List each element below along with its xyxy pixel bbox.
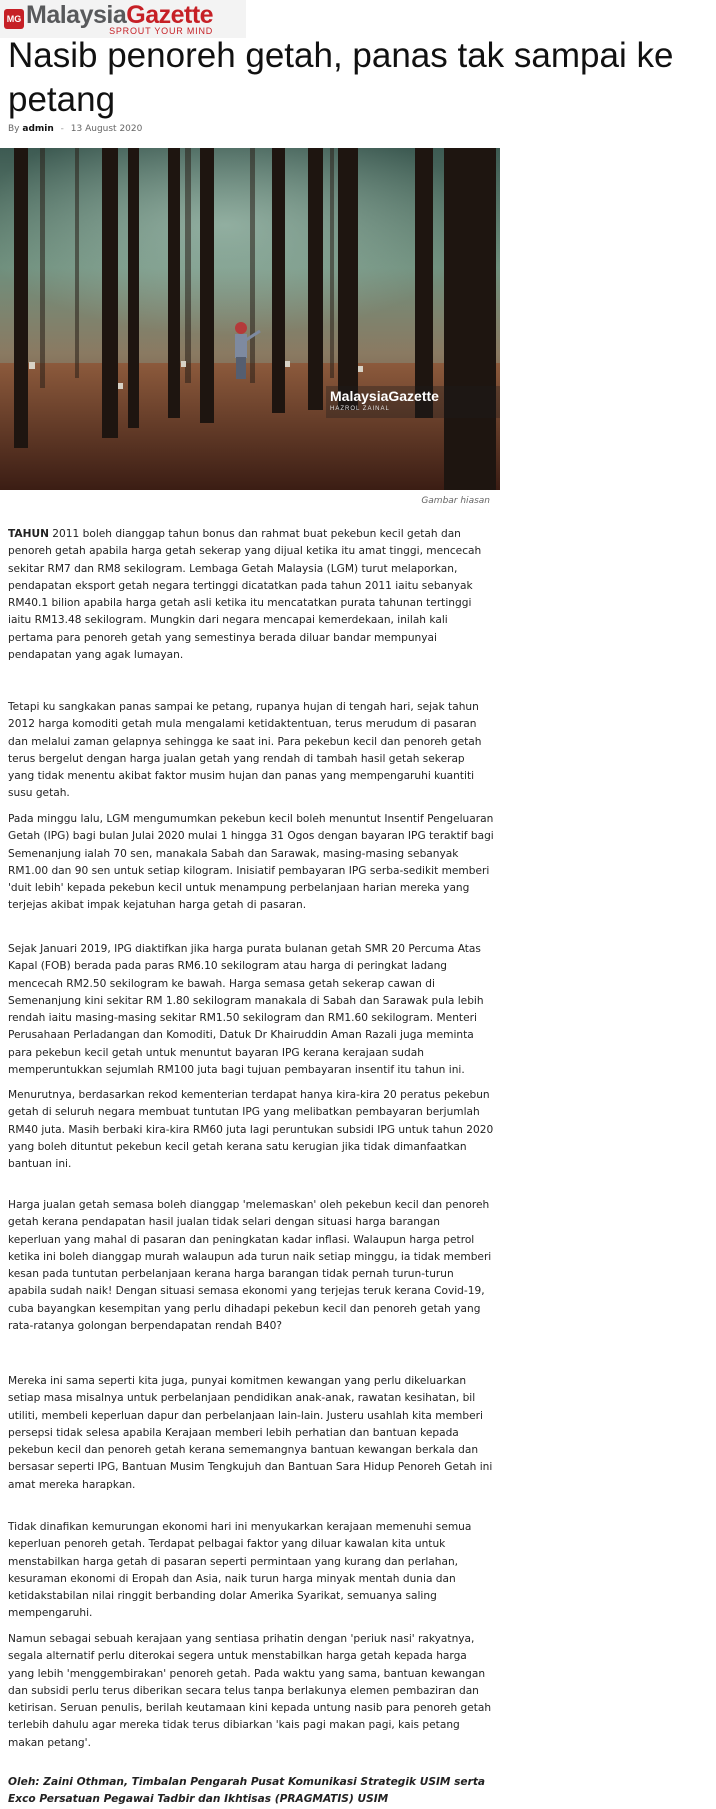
logo-wordmark [26, 0, 214, 36]
hero-image [0, 148, 500, 490]
paragraph-8: Tidak dinafikan kemurungan ekonomi hari ini menyukarkan kerajaan memenuhi semua keperluan penoreh getah. Terdapat pelbagai faktor yang diluar kawalan kita untuk menstabilkan harga getah di pasaran seperti permintaan yang kurang dan perlahan, kesuraman ekonomi di Eropah dan Asia, naik turun harga minyak mentah dunia dan ketidakstabilan nilai ringgit berbanding dolar Amerika Syarikat, semuanya saling mempengaruhi. [8, 1521, 472, 1620]
logo-tagline: SPROUT YOUR MIND [109, 25, 214, 36]
author-link[interactable]: admin [22, 124, 54, 134]
logo-name-gazette: Gazette [126, 0, 214, 29]
paragraph-4: Sejak Januari 2019, IPG diaktifkan jika harga purata bulanan getah SMR 20 Percuma Atas Kapal (FOB) berada pada paras RM6.10 sekilogram atau harga di peringkat ladang mencecah RM2.50 sekilogram ke bawah. Harga semasa getah sekerap cawan di Semenanjung kini sekitar RM 1.80 sekilogram manakala di Sabah dan Sarawak pula lebih rendah iaitu masing-masing sekitar RM1.50 sekilogram dan RM1.60 sekilogram. Menteri Perusahaan Perladangan dan Komoditi, Datuk Dr Khairuddin Aman Razali juga meminta para pekebun kecil getah untuk menuntut bayaran IPG kerana kerajaan sudah memperuntukkan sejumlah RM100 juta bagi tujuan pembayaran insentif itu tahun ini. [8, 943, 484, 1077]
image-credit: HAZROL ZAINAL [330, 406, 390, 412]
article-body [8, 526, 494, 1809]
paragraph-1 [8, 526, 494, 699]
paragraph-3: Pada minggu lalu, LGM mengumumkan pekebun kecil boleh menuntut Insentif Pengeluaran Getah (IPG) bagi bulan Julai 2020 mulai 1 hingga 31 Ogos dengan bayaran IPG teraktif bagi Semenanjung ialah 70 sen, manakala Sabah dan Sarawak, masing-masing sebanyak RM1.00 dan 90 sen untuk setiap kilogram. Inisiatif pembayaran IPG serba-sedikit memberi 'duit lebih' kepada pekebun kecil untuk menampung perbelanjaan harian mereka yang terjejas akibat impak kejatuhan harga getah di pasaran. [8, 813, 494, 912]
logo-name-malaysia: Malaysia [26, 0, 127, 29]
logo-name [26, 0, 214, 29]
paragraph-7: Mereka ini sama seperti kita juga, punyai komitmen kewangan yang perlu dikeluarkan setiap masa misalnya untuk perbelanjaan pendidikan anak-anak, rawatan kesihatan, bil utiliti, membeli keperluan dapur dan perbelanjaan lain-lain. Justeru usahlah kita memberi persepsi tidak selesa apabila Kerajaan memberi lebih perhatian dan bantuan kepada pekebun kecil dan penoreh getah kerana sememangnya bantuan kewangan berkala dan bersasar seperti IPG, Bantuan Musim Tengkujuh dan Bantuan Sara Hidup Penoreh Getah ini amat mereka harapkan. [8, 1375, 493, 1491]
rubber-plantation-photo [0, 148, 500, 490]
article-date: 13 August 2020 [70, 124, 143, 134]
by-label: By [8, 124, 20, 134]
article-meta [8, 124, 142, 134]
paragraph-2: Tetapi ku sangkakan panas sampai ke petang, rupanya hujan di tengah hari, sejak tahun 2012 harga komoditi getah mula mengalami ketidaktentuan, terus merudum di pasaran dan melalui zaman gelapnya sehingga ke saat ini. Para pekebun kecil dan penoreh getah terus bergelut dengan harga jualan getah yang rendah di tambah hasil getah sekerap yang tidak menentu akibat faktor musim hujan dan panas yang mempengaruhi kuantiti susu getah. [8, 701, 482, 800]
paragraph-5: Menurutnya, berdasarkan rekod kementerian terdapat hanya kira-kira 20 peratus pekebun getah di seluruh negara membuat tuntutan IPG yang melibatkan pembayaran berjumlah RM40 juta. Masih berbaki kira-kira RM60 juta lagi peruntukan subsidi IPG untuk tahun 2020 yang boleh dituntut pekebun kecil getah kerana satu kerugian jika tidak dimanfaatkan bantuan ini. [8, 1089, 494, 1171]
site-logo[interactable] [0, 0, 246, 38]
paragraph-1-text: 2011 boleh dianggap tahun bonus dan rahmat buat pekebun kecil getah dan penoreh getah apabila harga getah sekerap yang dijual ketika itu amat tinggi, mencecah sekitar RM7 dan RM8 sekilogram. Lembaga Getah Malaysia (LGM) turut melaporkan, pendapatan eksport getah negara tertinggi dicatatkan pada tahun 2011 iaitu sebanyak RM40.1 bilion apabila harga getah asli ketika itu mencatatkan purata tahunan tertinggi iaitu RM13.48 sekilogram. Mungkin dari negara mencapai kemerdekaan, inilah kali pertama para penoreh getah yang semestinya berada diluar bandar mempunyai pendapatan yang agak lumayan. [8, 528, 482, 662]
article-title: Nasib penoreh getah, panas tak sampai ke petang [8, 36, 674, 119]
lead-word: TAHUN [8, 528, 49, 540]
image-caption: Gambar hiasan [421, 496, 490, 506]
paragraph-9: Namun sebagai sebuah kerajaan yang sentiasa prihatin dengan 'periuk nasi' rakyatnya, segala alternatif perlu diterokai segera untuk menstabilkan harga getah kepada harga yang lebih 'menggembirakan' penoreh getah. Pada waktu yang sama, bantuan kewangan dan subsidi perlu terus diberikan secara telus tanpa berlakunya elemen pembaziran dan ketirisan. Seruan penulis, berilah keutamaan kini kepada untung nasib para penoreh getah terlebih dahulu agar mereka tidak terus dibiarkan 'kais pagi makan pagi, kais petang makan petang'. [8, 1633, 492, 1749]
author-byline: Oleh: Zaini Othman, Timbalan Pengarah Pusat Komunikasi Strategik USIM serta Exco Persatuan Pegawai Tadbir dan Ikhtisas (PRAGMATIS) USIM [8, 1776, 486, 1806]
paragraph-6: Harga jualan getah semasa boleh dianggap 'melemaskan' oleh pekebun kecil dan penoreh getah kerana pendapatan hasil jualan tidak selari dengan situasi harga barangan keperluan yang mahal di pasaran dan peningkatan kadar inflasi. Walaupun harga petrol ketika ini boleh dianggap murah walaupun ada turun naik setiap minggu, ia tidak memberi kesan pada tuntutan perbelanjaan kerana harga barangan tidak pernah turun-turun apabila sudah naik! Dengan situasi semasa ekonomi yang terjejas teruk kerana Covid-19, cuba bayangkan kesempitan yang perlu dihadapi pekebun kecil dan penoreh getah yang rata-ratanya golongan berpendapatan rendah B40? [8, 1199, 492, 1333]
meta-separator: - [60, 124, 64, 134]
logo-mark: MG [4, 9, 24, 29]
image-watermark: MalaysiaGazette [330, 388, 439, 404]
